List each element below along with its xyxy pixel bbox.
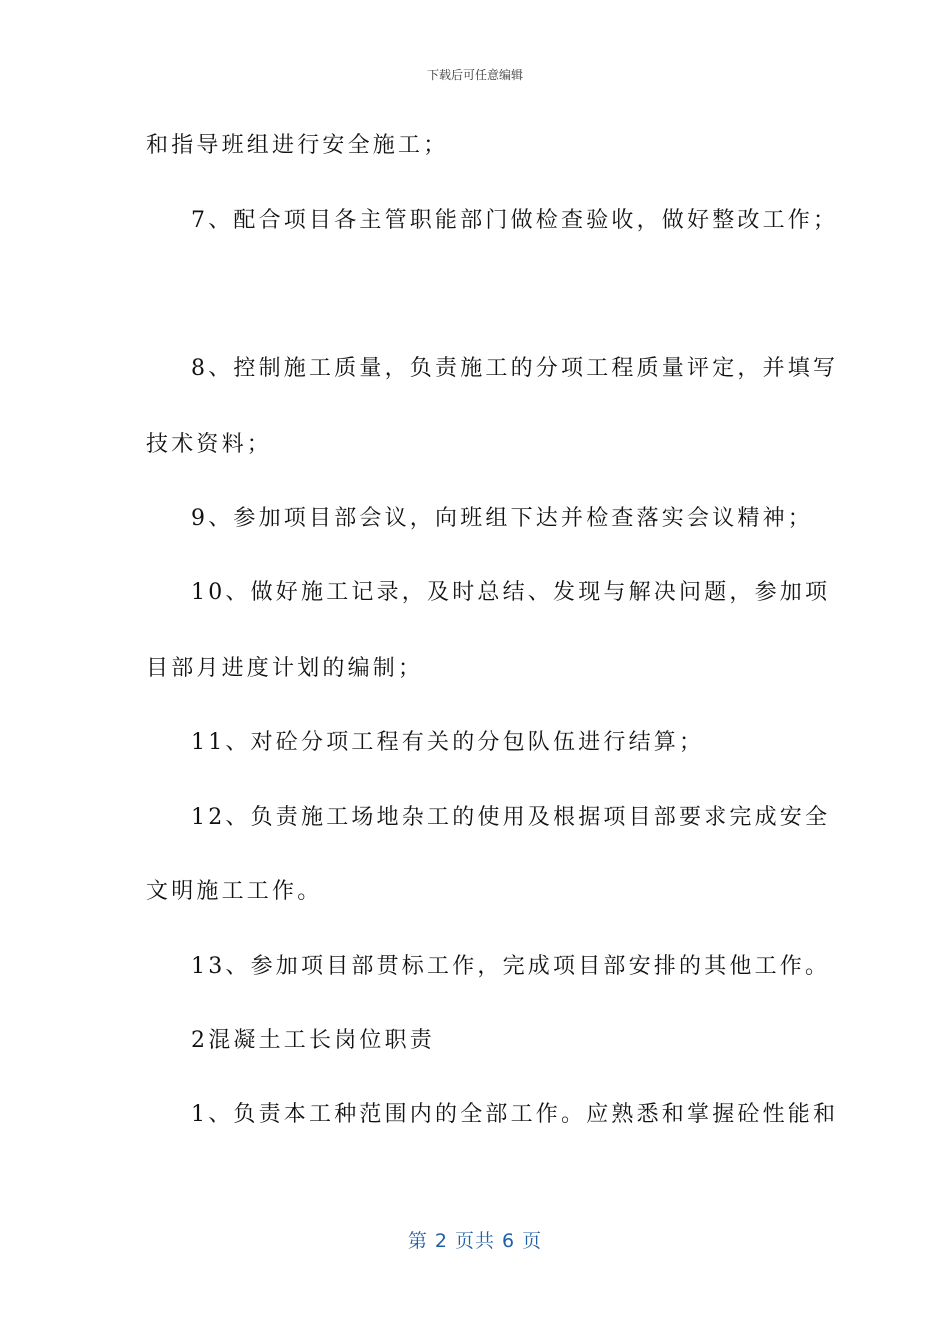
text-line: 10、做好施工记录，及时总结、发现与解决问题，参加项 xyxy=(191,580,831,605)
text-line: 技术资料； xyxy=(146,432,273,457)
text-line: 9、参加项目部会议，向班组下达并检查落实会议精神； xyxy=(191,506,813,531)
text-line: 11、对砼分项工程有关的分包队伍进行结算； xyxy=(191,730,705,755)
text-line: 文明施工工作。 xyxy=(146,879,323,904)
text-line: 13、参加项目部贯标工作，完成项目部安排的其他工作。 xyxy=(191,954,831,979)
text-line: 和指导班组进行安全施工； xyxy=(146,133,449,158)
text-line: 目部月进度计划的编制； xyxy=(146,656,424,681)
text-line: 8、控制施工质量，负责施工的分项工程质量评定，并填写 xyxy=(191,356,839,381)
text-line: 7、配合项目各主管职能部门做检查验收，做好整改工作； xyxy=(191,208,839,233)
page-number-footer: 第 2 页共 6 页 xyxy=(407,1230,543,1252)
page-header: 下载后可任意编辑 xyxy=(426,68,523,82)
section-heading: 2混凝土工长岗位职责 xyxy=(191,1028,435,1053)
text-line: 12、负责施工场地杂工的使用及根据项目部要求完成安全 xyxy=(191,805,831,830)
text-line: 1、负责本工种范围内的全部工作。应熟悉和掌握砼性能和 xyxy=(191,1102,839,1127)
